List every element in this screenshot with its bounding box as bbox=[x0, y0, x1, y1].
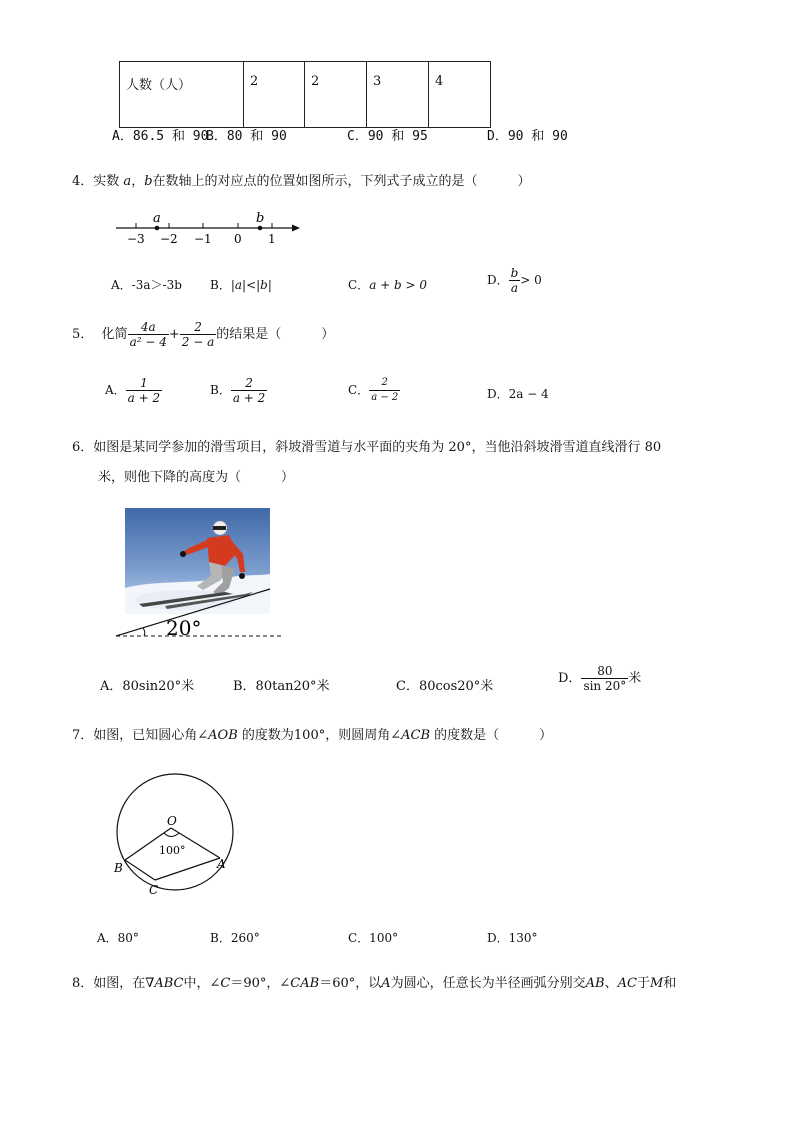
q5-option-a: A． $\frac{1}{a + 2}$ bbox=[105, 376, 161, 405]
angle-value: 100° bbox=[159, 844, 186, 857]
point-a-label: a bbox=[153, 211, 161, 226]
table-cell: 4 bbox=[429, 62, 491, 128]
segment-bc bbox=[125, 860, 155, 880]
number-line-figure bbox=[110, 208, 310, 248]
q3-option-d: D．90 和 90 bbox=[487, 129, 568, 144]
q5-option-c: C． $\frac{2}{a - 2}$ bbox=[348, 377, 399, 403]
q5-option-b: B． $\frac{2}{a + 2}$ bbox=[210, 376, 266, 405]
tick-label: 0 bbox=[234, 232, 242, 246]
q7-option-a: A．80° bbox=[97, 931, 139, 945]
q5-stem: 5． 化简 $\frac{4a}{\text{a² − 4}}$ + $\frac{2}{2 - a}$ 的结果是（ ） bbox=[72, 320, 335, 349]
fraction: $\frac{4a}{\text{a² − 4}}$ bbox=[129, 320, 167, 349]
q7-option-c: C．100° bbox=[348, 931, 399, 945]
q3-option-a: A．86.5 和 90 bbox=[112, 129, 209, 144]
slope-figure bbox=[110, 585, 290, 645]
tick-label: −3 bbox=[127, 232, 145, 246]
fraction: $\frac{80}{\sin 20^\circ}$ bbox=[583, 664, 627, 693]
number-line-arrow bbox=[292, 225, 300, 232]
q3-option-b: B．80 和 90 bbox=[206, 129, 287, 144]
data-table bbox=[119, 61, 491, 128]
table-row bbox=[120, 62, 491, 128]
point-a-dot bbox=[155, 226, 160, 231]
tick-label: −2 bbox=[160, 232, 178, 246]
angle-arc bbox=[164, 833, 179, 837]
q6-option-a: A．80sin20°米 bbox=[100, 679, 195, 694]
table-cell: 3 bbox=[367, 62, 429, 128]
tick-label: −1 bbox=[194, 232, 212, 246]
q6-stem-line2: 米，则他下降的高度为（ ） bbox=[98, 470, 295, 485]
table-cell: 2 bbox=[305, 62, 367, 128]
table-cell: 2 bbox=[244, 62, 305, 128]
fraction: $\frac{2}{a + 2}$ bbox=[232, 376, 266, 405]
label-o: O bbox=[167, 814, 177, 828]
q4-stem: 4．实数 a，b在数轴上的对应点的位置如图所示，下列式子成立的是（ ） bbox=[72, 174, 531, 189]
q4-option-b: B．|a|<|b| bbox=[210, 278, 272, 292]
table-cell-header: 人数（人） bbox=[120, 62, 244, 128]
point-b-dot bbox=[258, 226, 263, 231]
q4-option-d: D． $\frac{b}{a}$ > 0 bbox=[487, 266, 542, 295]
q7-stem: 7．如图，已知圆心角∠AOB 的度数为100°，则圆周角∠ACB 的度数是（ ） bbox=[72, 728, 553, 743]
angle-arc bbox=[143, 628, 145, 636]
q7-option-b: B．260° bbox=[210, 931, 260, 945]
label-a: A bbox=[217, 857, 226, 871]
q3-option-c: C．90 和 95 bbox=[347, 129, 428, 144]
fraction: $\frac{b}{a}$ bbox=[510, 266, 519, 295]
label-b: B bbox=[114, 861, 123, 875]
fraction: $\frac{2}{2 - a}$ bbox=[181, 320, 215, 349]
q6-option-d: D． $\frac{80}{\sin 20^\circ}$ 米 bbox=[558, 664, 642, 693]
segment-ca bbox=[155, 858, 220, 880]
q6-option-b: B．80tan20°米 bbox=[233, 679, 330, 694]
q4-option-a: A．-3a＞-3b bbox=[111, 278, 182, 292]
q4-option-c: C．a + b > 0 bbox=[348, 278, 428, 292]
angle-label: 20° bbox=[166, 616, 202, 640]
q7-option-d: D．130° bbox=[487, 931, 538, 945]
tick-label: 1 bbox=[268, 232, 276, 246]
fraction: $\frac{1}{a + 2}$ bbox=[127, 376, 161, 405]
fraction: $\frac{2}{a - 2}$ bbox=[371, 377, 399, 403]
circle-figure bbox=[105, 752, 250, 902]
label-c: C bbox=[149, 883, 159, 897]
point-b-label: b bbox=[256, 211, 265, 226]
q5-option-d: D．2a − 4 bbox=[487, 387, 549, 401]
q6-option-c: C．80cos20°米 bbox=[396, 679, 494, 694]
q8-stem: 8．如图，在∇ABC中，∠C＝90°，∠CAB＝60°，以A为圆心，任意长为半径画弧分别交AB、AC于M和 bbox=[72, 976, 677, 991]
q6-stem-line1: 6．如图是某同学参加的滑雪项目，斜坡滑雪道与水平面的夹角为 20°，当他沿斜坡滑雪道直线滑行 80 bbox=[72, 440, 662, 455]
